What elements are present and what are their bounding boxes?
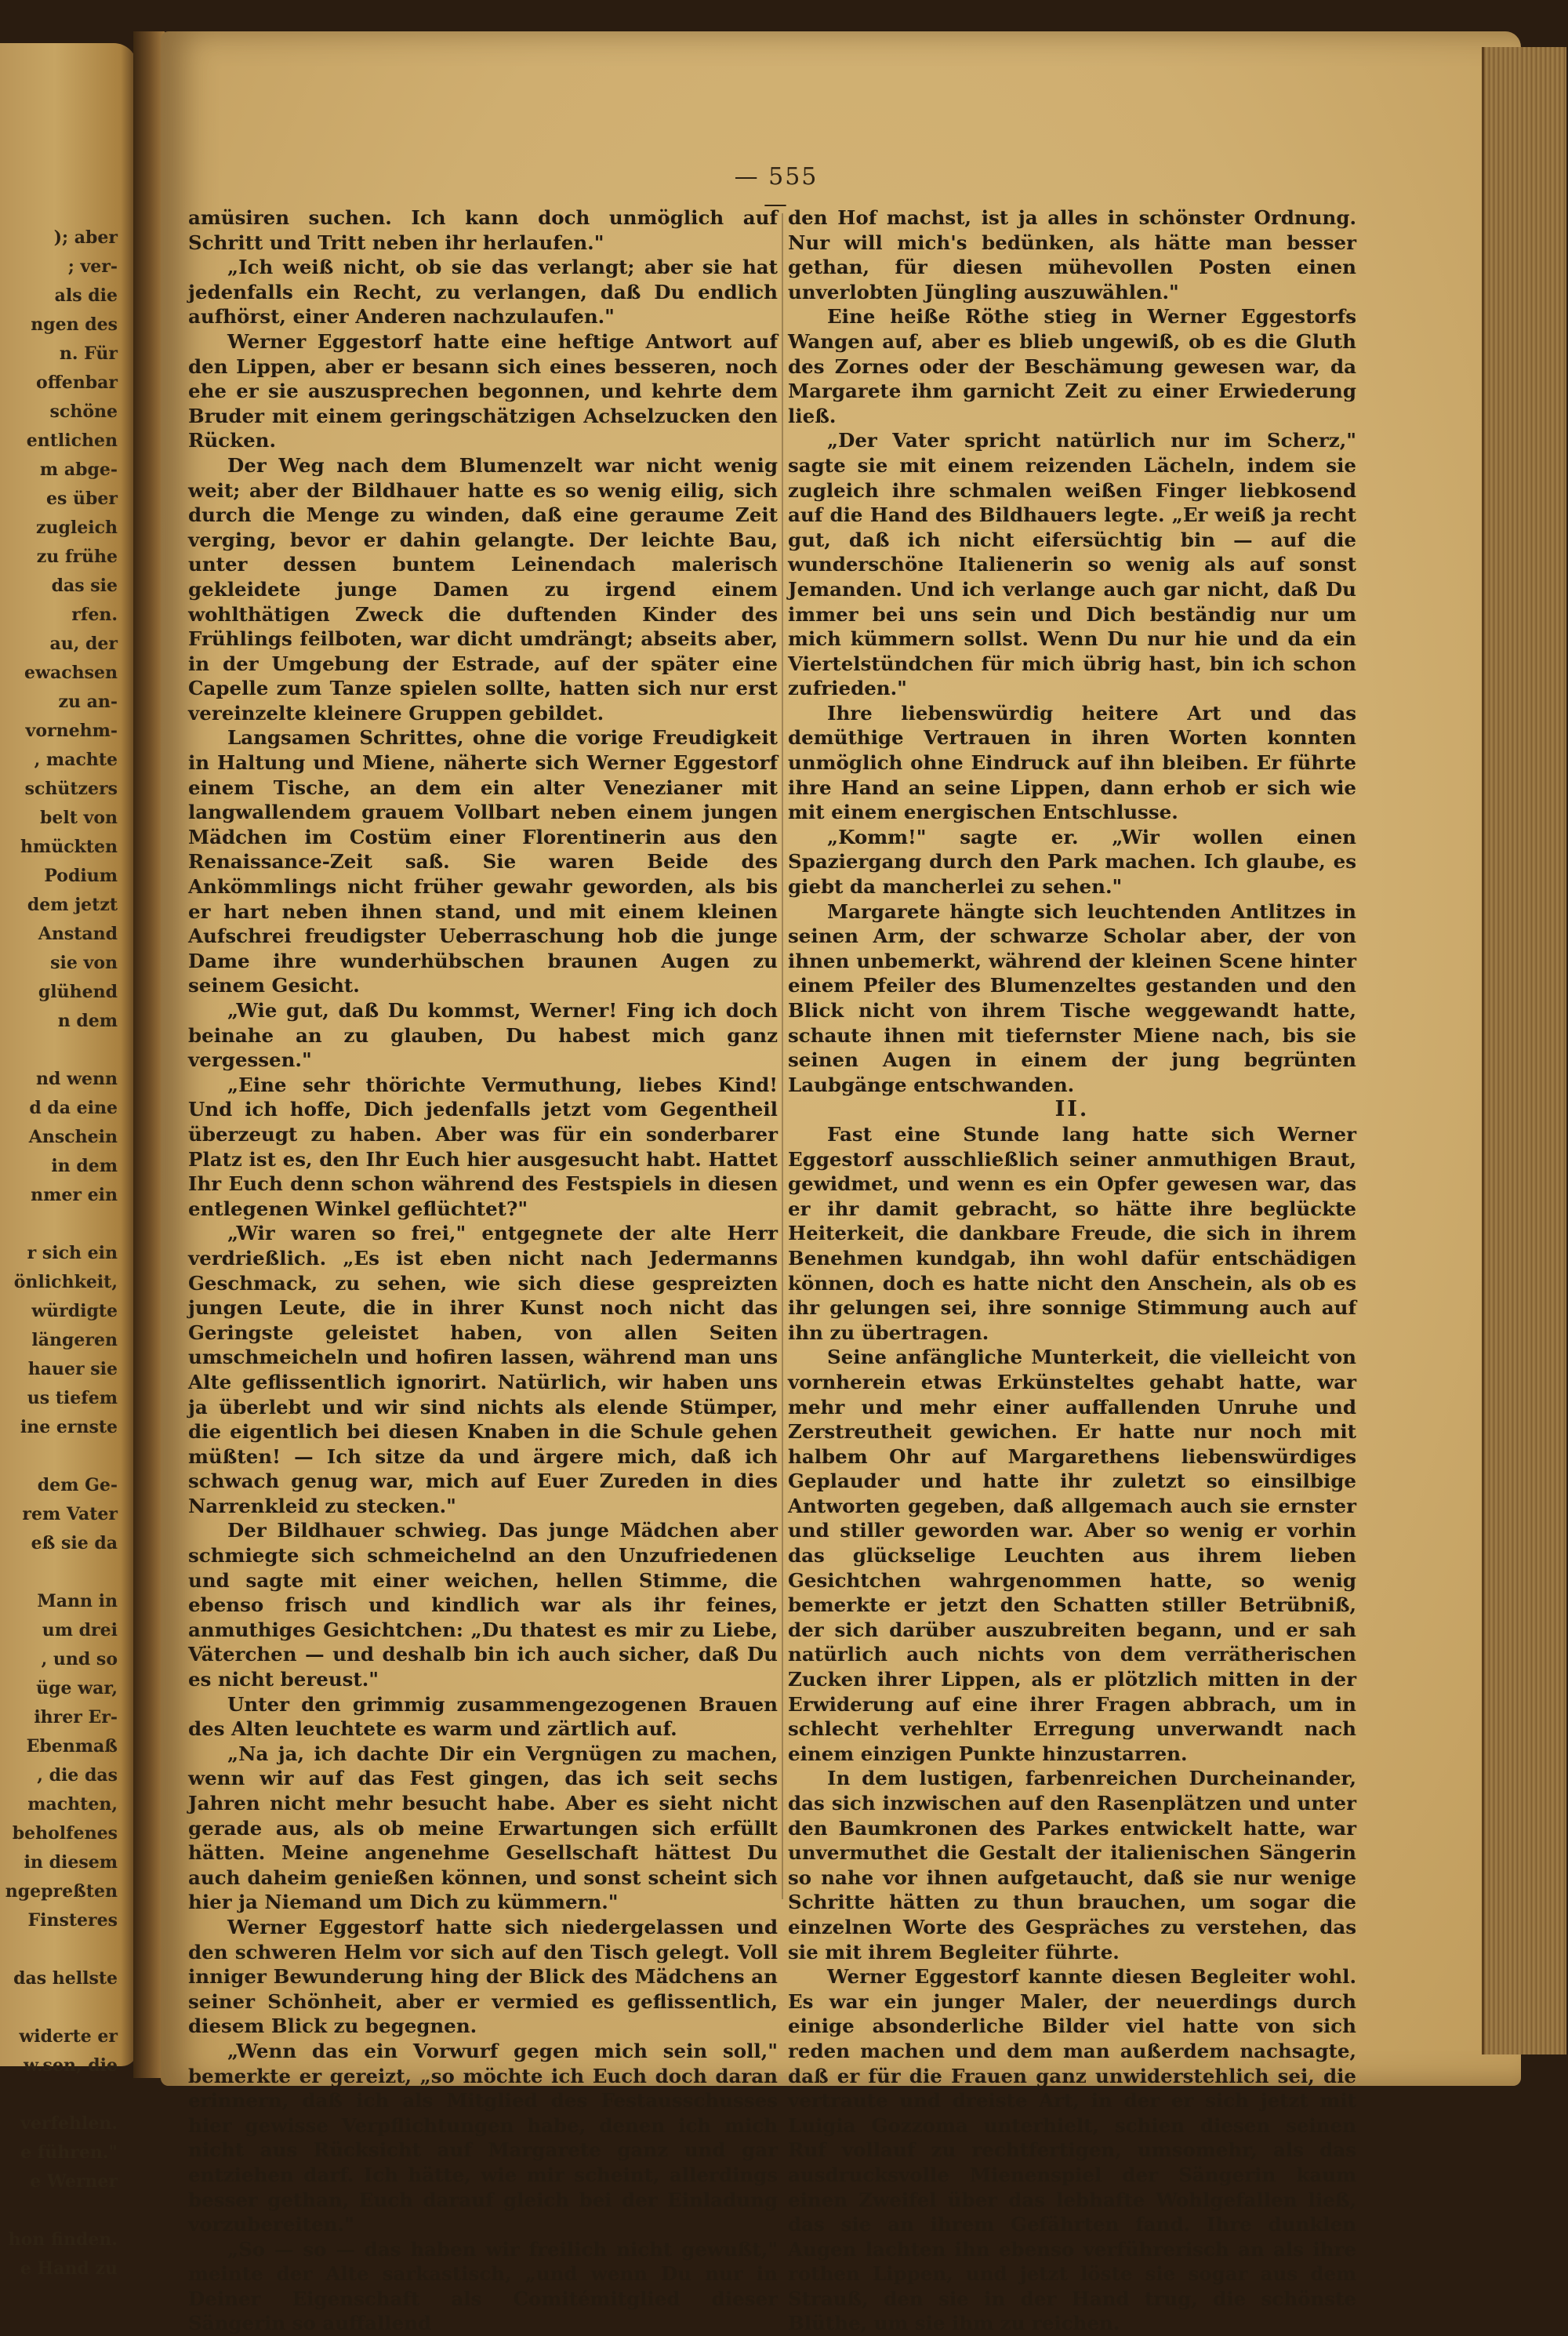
left-page-line: Ebenmaß bbox=[26, 1736, 118, 1757]
left-page-line: sie von bbox=[50, 953, 118, 973]
paragraph: „Ich weiß nicht, ob sie das verlangt; aber sie hat jedenfalls ein Recht, zu verlangen, daß Du endlich aufhörst, einer Anderen nachzulaufen." bbox=[188, 256, 778, 329]
left-page-line: um drei bbox=[42, 1620, 118, 1640]
left-page-line: in dem bbox=[51, 1156, 118, 1176]
left-page-line: rfen. bbox=[71, 605, 118, 625]
left-page-line: schöne bbox=[49, 401, 118, 422]
left-page-line bbox=[0, 1210, 118, 1239]
left-page-line bbox=[0, 1558, 118, 1587]
paragraph: „Wie gut, daß Du kommst, Werner! Fing ich doch beinahe an zu glauben, Du habest mich ganz vergessen." bbox=[188, 999, 778, 1072]
paragraph: „Wenn das ein Vorwurf gegen mich sein soll," bemerkte er gereizt, „so möchte ich Euch doch daran erinnern, daß ich als Mitglied des Festausschusses hier gewisse Verpflichtungen habe, denen ich mich nicht aus Rücksicht auf Margarete ganz und gar entziehen darf. Ich hätte, wie mir scheint, allerdings besser gethan, Euch darauf gleich bei der Einladung vorzubereiten." bbox=[188, 2039, 778, 2236]
left-page-line: Anstand bbox=[38, 924, 118, 944]
paragraph: Langsamen Schrittes, ohne die vorige Freudigkeit in Haltung und Miene, näherte sich Werner Eggestorf einem Tische, an dem ein alter Venezianer mit langwallendem grauem Vollbart neben einem jungen Mädchen im Costüm einer Florentinerin aus den Renaissance-Zeit saß. Sie waren Beide des Ankömmlings nicht früher gewahr geworden, als bis er hart neben ihnen stand, und mit einem kleinen Aufschrei freudigster Ueberraschung hob die junge Dame ihre wunderhübschen braunen Augen zu seinem Gesicht. bbox=[188, 726, 778, 997]
paragraph: Fast eine Stunde lang hatte sich Werner Eggestorf ausschließlich seiner anmuthigen Braut, gewidmet, und wenn es ein Opfer gewesen war, das er ihr damit gebracht, so hätte ihre beglückte Heiterkeit, die dankbare Freude, die sich in ihrem Benehmen kundgab, ihn wohl dafür entschädigen können, doch es hatte nicht den Anschein, als ob es ihr gelungen sei, ihre sonnige Stimmung auch auf ihn zu übertragen. bbox=[788, 1122, 1356, 1344]
paragraph: In dem lustigen, farbenreichen Durcheinander, das sich inzwischen auf den Rasenplätzen und unter den Baumkronen des Parkes entwickelt hatte, war unvermuthet die Gestalt der italienischen Sängerin so nahe vor ihnen aufgetaucht, daß sie nur wenige Schritte hätten zu thun brauchen, um sogar die einzelnen Worte des Gespräches zu verstehen, das sie mit ihrem Begleiter führte. bbox=[788, 1767, 1356, 1964]
book-gutter bbox=[133, 31, 165, 2078]
paragraph: „Komm!" sagte er. „Wir wollen einen Spaziergang durch den Park machen. Ich glaube, es giebt da mancherlei zu sehen." bbox=[788, 825, 1356, 899]
left-page-line: , machte bbox=[34, 750, 118, 770]
left-page-line: , die das bbox=[37, 1765, 118, 1786]
left-page-line bbox=[0, 1442, 118, 1471]
left-page-line: w.sen, die bbox=[24, 2055, 118, 2076]
paragraph: amüsiren suchen. Ich kann doch unmöglich auf Schritt und Tritt neben ihr herlaufen." bbox=[188, 206, 778, 254]
left-page-line: hon finden. bbox=[8, 2229, 118, 2250]
left-page-line: ngen des bbox=[31, 314, 118, 335]
left-page-line: widerte er bbox=[19, 2026, 118, 2047]
left-page-line: hmückten bbox=[20, 837, 118, 857]
left-page-line: würdigte bbox=[31, 1301, 118, 1321]
left-page-line: offenbar bbox=[36, 372, 118, 393]
left-page-line: Finsteres bbox=[27, 1910, 118, 1931]
left-page-line: e Werner bbox=[30, 2171, 118, 2192]
left-page-line: r sich ein bbox=[27, 1243, 118, 1263]
left-page-line: ewachsen bbox=[24, 663, 118, 683]
left-text-column bbox=[188, 205, 778, 2336]
left-page-line: us tiefem bbox=[27, 1388, 118, 1408]
paragraph: Werner Eggestorf kannte diesen Begleiter wohl. Es war ein junger Maler, der neuerdings durch einige absonderliche Bilder viel hatte von sich reden machen und dem man außerdem nachsagte, daß er für die Frauen ganz unwiderstehlich sei, die vertraute und dreiste Art, in der er sich jetzt mit Luigia Gozzoma unterhielt, schien diesen seinen Ruf vollauf zu rechtfertigen, umsomehr, als das ausdrucksvolle Mienenspiel der Sängerin kaum einen Zweifel über das lebhafte Wohlgefallen ließ, das sie an ihrem Gefährten fand. Ihre dunklen Augen lachten ihn ebenso verführerisch an als ihre rothen Lippen, und jetzt löste sie sogar aus dem Strauß, den sie in der Hand trug, die schönste Blüthe, um sie ihm zu reichen. bbox=[788, 1965, 1356, 2335]
left-page-line: es über bbox=[45, 489, 118, 509]
left-page-line: eß sie da bbox=[31, 1533, 118, 1553]
paragraph: Margarete hängte sich leuchtenden Antlitzes in seinen Arm, der schwarze Scholar aber, der von ihnen unbemerkt, während der kleinen Scene hinter einem Pfeiler des Blumenzeltes gestanden und den Blick nicht von ihrem Tische weggewandt hatte, schaute ihnen mit tiefernster Miene nach, bis sie seinen Augen in einem der jung begrünten Laubgänge entschwanden. bbox=[788, 899, 1356, 1096]
left-page-line: beholfenes bbox=[12, 1823, 118, 1844]
left-page-line: Anschein bbox=[28, 1127, 118, 1147]
left-page-line: ine ernste bbox=[20, 1417, 118, 1437]
left-page-line: zu an- bbox=[58, 692, 118, 712]
left-page-line: nmer ein bbox=[31, 1185, 118, 1205]
left-page-line bbox=[0, 1036, 118, 1065]
paragraph: „Eine sehr thörichte Vermuthung, liebes Kind! Und ich hoffe, Dich jedenfalls jetzt vom Gegentheil überzeugt zu haben. Aber was für ein sonderbarer Platz ist es, den Ihr Euch hier ausgesucht habt. Hattet Ihr Euch denn schon während des Festspiels in diesen entlegenen Winkel geflüchtet?" bbox=[188, 1073, 778, 1220]
paragraph: „Der Vater spricht natürlich nur im Scherz," sagte sie mit einem reizenden Lächeln, indem sie zugleich ihre schmalen weißen Finger liebkosend auf die Hand des Bildhauers legte. „Er weiß ja recht gut, daß ich nicht eifersüchtig bin — auf die wunderschöne Italienerin so wenig als auf sonst Jemanden. Und ich verlange auch gar nicht, daß Du immer bei uns sein und Dich beständig nur um mich kümmern sollst. Wenn Du nur hie und da ein Viertelstündchen für mich übrig hast, bin ich schon zufrieden." bbox=[788, 429, 1356, 700]
page-number: — 555 — bbox=[734, 163, 818, 218]
left-page-line: e Hand zu bbox=[20, 2258, 118, 2279]
left-page-line: , und so bbox=[41, 1649, 118, 1669]
left-page-line: längeren bbox=[31, 1330, 118, 1350]
paragraph: Werner Eggestorf hatte sich niedergelassen und den schweren Helm vor sich auf den Tisch gelegt. Voll inniger Bewunderung hing der Blick des Mädchens an seiner Schönheit, aber er vermied es geflissentlich, diesem Blick zu begegnen. bbox=[188, 1915, 778, 2038]
left-page-line bbox=[0, 2196, 118, 2225]
left-page-line: dem jetzt bbox=[27, 895, 118, 915]
paragraph: Der Weg nach dem Blumenzelt war nicht wenig weit; aber der Bildhauer hatte es so wenig eilig, sich durch die Menge zu winden, daß eine geraume Zeit verging, bevor er dahin gelangte. Der leichte Bau, unter dessen buntem Leinendach malerisch gekleidete junge Damen zu irgend einem wohlthätigen Zweck die duftenden Kinder des Frühlings feilboten, war dicht umdrängt; abseits aber, in der Umgebung der Estrade, auf der später eine Capelle zum Tanze spielen sollte, hatten sich nur erst vereinzelte kleinere Gruppen gebildet. bbox=[188, 453, 778, 725]
left-page-line: e führen." bbox=[20, 2142, 118, 2163]
paragraph: den Hof machst, ist ja alles in schönster Ordnung. Nur will mich's bedünken, als hätte man besser gethan, für diesen mühevollen Posten einen unverlobten Jüngling auszuwählen." bbox=[788, 206, 1356, 303]
left-page-line: nd wenn bbox=[36, 1069, 118, 1089]
paragraph: Ihre liebenswürdig heitere Art und das demüthige Vertrauen in ihren Worten konnten unmöglich ohne Eindruck auf ihn bleiben. Er führte ihre Hand an seine Lippen, dann erhob er sich wie mit einem energischen Entschlusse. bbox=[788, 701, 1356, 824]
left-page-line: Mann in bbox=[37, 1591, 118, 1611]
left-page-line: machten, bbox=[27, 1794, 118, 1815]
paragraph: „Wir waren so frei," entgegnete der alte Herr verdrießlich. „Es ist eben nicht nach Jedermanns Geschmack, zu sehen, wie sich diese gespreizten jungen Leute, die in ihrer Kunst noch nicht das Geringste geleistet haben, von allen Seiten umschmeicheln und hofiren lassen, während man uns Alte geflissentlich ignorirt. Natürlich, wir haben uns ja überlebt und wir sind nichts als elende Stümper, die eigentlich bei diesen Knaben in die Schule gehen müßten! — Ich sitze da und ärgere mich, daß ich schwach genug war, mich auf Euer Zureden in dies Narrenkleid zu stecken." bbox=[188, 1222, 778, 1517]
paragraph: „Na ja, ich dachte Dir ein Vergnügen zu machen, wenn wir auf das Fest gingen, das ich seit sechs Jahren nicht mehr besucht habe. Aber es sieht nicht gerade aus, als ob meine Erwartungen sich erfüllt hätten. Meine angenehme Gesellschaft hättest Du auch daheim genießen können, und sonst scheint sich hier ja Niemand um Dich zu kümmern." bbox=[188, 1742, 778, 1914]
left-page-line bbox=[0, 1935, 118, 1964]
chapter-heading: II. bbox=[1054, 1097, 1090, 1122]
left-page-line: dem Ge- bbox=[37, 1475, 118, 1495]
left-page-line: üge war, bbox=[36, 1678, 118, 1698]
left-page-line: ihrer Er- bbox=[34, 1707, 118, 1727]
left-page-edge bbox=[0, 43, 137, 2279]
column-divider bbox=[782, 213, 783, 1899]
left-page-line: Podium bbox=[44, 866, 118, 886]
left-page-line: d da eine bbox=[29, 1098, 118, 1118]
paragraph: Eine heiße Röthe stieg in Werner Eggestorfs Wangen auf, aber es blieb ungewiß, ob es die Gluth des Zornes oder der Beschämung gewesen war, da Margarete ihm garnicht Zeit zu einer Erwiederung ließ. bbox=[788, 305, 1356, 427]
left-page-line: hauer sie bbox=[27, 1359, 118, 1379]
left-page-line: n. Für bbox=[59, 343, 118, 364]
left-page-line: ngepreßten bbox=[5, 1881, 118, 1902]
left-page-line: entlichen bbox=[26, 431, 118, 451]
left-page-text-fragments bbox=[0, 223, 118, 2283]
left-page-line: m abge- bbox=[39, 460, 118, 480]
left-page-line: ); aber bbox=[53, 227, 118, 248]
left-page-line: rem Vater bbox=[22, 1504, 118, 1524]
left-page-line: önlichkeit, bbox=[13, 1272, 118, 1292]
left-page-line: belt von bbox=[39, 808, 118, 828]
left-page-line: das sie bbox=[51, 576, 118, 596]
left-page-line: au, der bbox=[49, 634, 118, 654]
left-page-line bbox=[0, 2080, 118, 2109]
paragraph: Werner Eggestorf hatte eine heftige Antwort auf den Lippen, aber er besann sich eines besseren, noch ehe er sie auszusprechen begonnen, und kehrte dem Bruder mit einem geringschätzigen Achselzucken den Rücken. bbox=[188, 329, 778, 452]
left-page-line bbox=[0, 1993, 118, 2022]
page-edge-stack bbox=[1482, 47, 1566, 2054]
left-page-line: verfehlen. bbox=[20, 2113, 118, 2134]
left-page-line: schützers bbox=[24, 779, 118, 799]
left-page-line: als die bbox=[54, 285, 118, 306]
left-page-line: ; ver- bbox=[67, 256, 118, 277]
right-text-column bbox=[788, 205, 1356, 2336]
paragraph: „So — so — das haben wir freilich nicht gewußt," meinte der Alte sarkastisch, „und wenn Du nur in Deiner Eigenschaft als Comitémitglied dieser Sängerin so auffallend bbox=[188, 2237, 778, 2335]
paragraph: Der Bildhauer schwieg. Das junge Mädchen aber schmiegte sich schmeichelnd an den Unzufriedenen und sagte mit einer weichen, hellen Stimme, die ebenso frisch und kindlich war als ihr feines, anmuthiges Gesichtchen: „Du thatest es mir zu Liebe, Väterchen — und deshalb bin ich auch sicher, daß Du es nicht bereust." bbox=[188, 1519, 778, 1691]
left-page-line: zugleich bbox=[36, 518, 118, 538]
left-page-line: zu frühe bbox=[36, 547, 118, 567]
left-page-line: das hellste bbox=[13, 1968, 118, 1989]
left-page-line: vornehm- bbox=[25, 721, 118, 741]
left-page-line: n dem bbox=[57, 1011, 118, 1031]
left-page-line: glühend bbox=[38, 982, 118, 1002]
left-page-line: in diesem bbox=[24, 1852, 118, 1873]
paragraph: Seine anfängliche Munterkeit, die vielleicht von vornherein etwas Erkünsteltes gehabt hatte, war mehr und mehr einer auffallenden Unruhe und Zerstreutheit gewichen. Er hatte nur noch mit halbem Ohr auf Margarethens liebenswürdiges Geplauder und hatte ihr zuletzt so einsilbige Antworten gegeben, daß allgemach auch sie ernster und stiller geworden war. Aber so wenig er vorhin das glückselige Leuchten aus ihrem lieben Gesichtchen wahrgenommen hatte, so wenig bemerkte er jetzt den Schatten stiller Betrübniß, der sich darüber auszubreiten begann, und er sah natürlich auch nichts von dem verrätherischen Zucken ihrer Lippen, als er plötzlich mitten in der Erwiderung auf eine ihrer Fragen abbrach, um in schlecht verhehlter Erregung unverwandt nach einem einzigen Punkte hinzustarren. bbox=[788, 1346, 1356, 1765]
paragraph: Unter den grimmig zusammengezogenen Brauen des Alten leuchtete es warm und zärtlich auf. bbox=[188, 1692, 778, 1741]
